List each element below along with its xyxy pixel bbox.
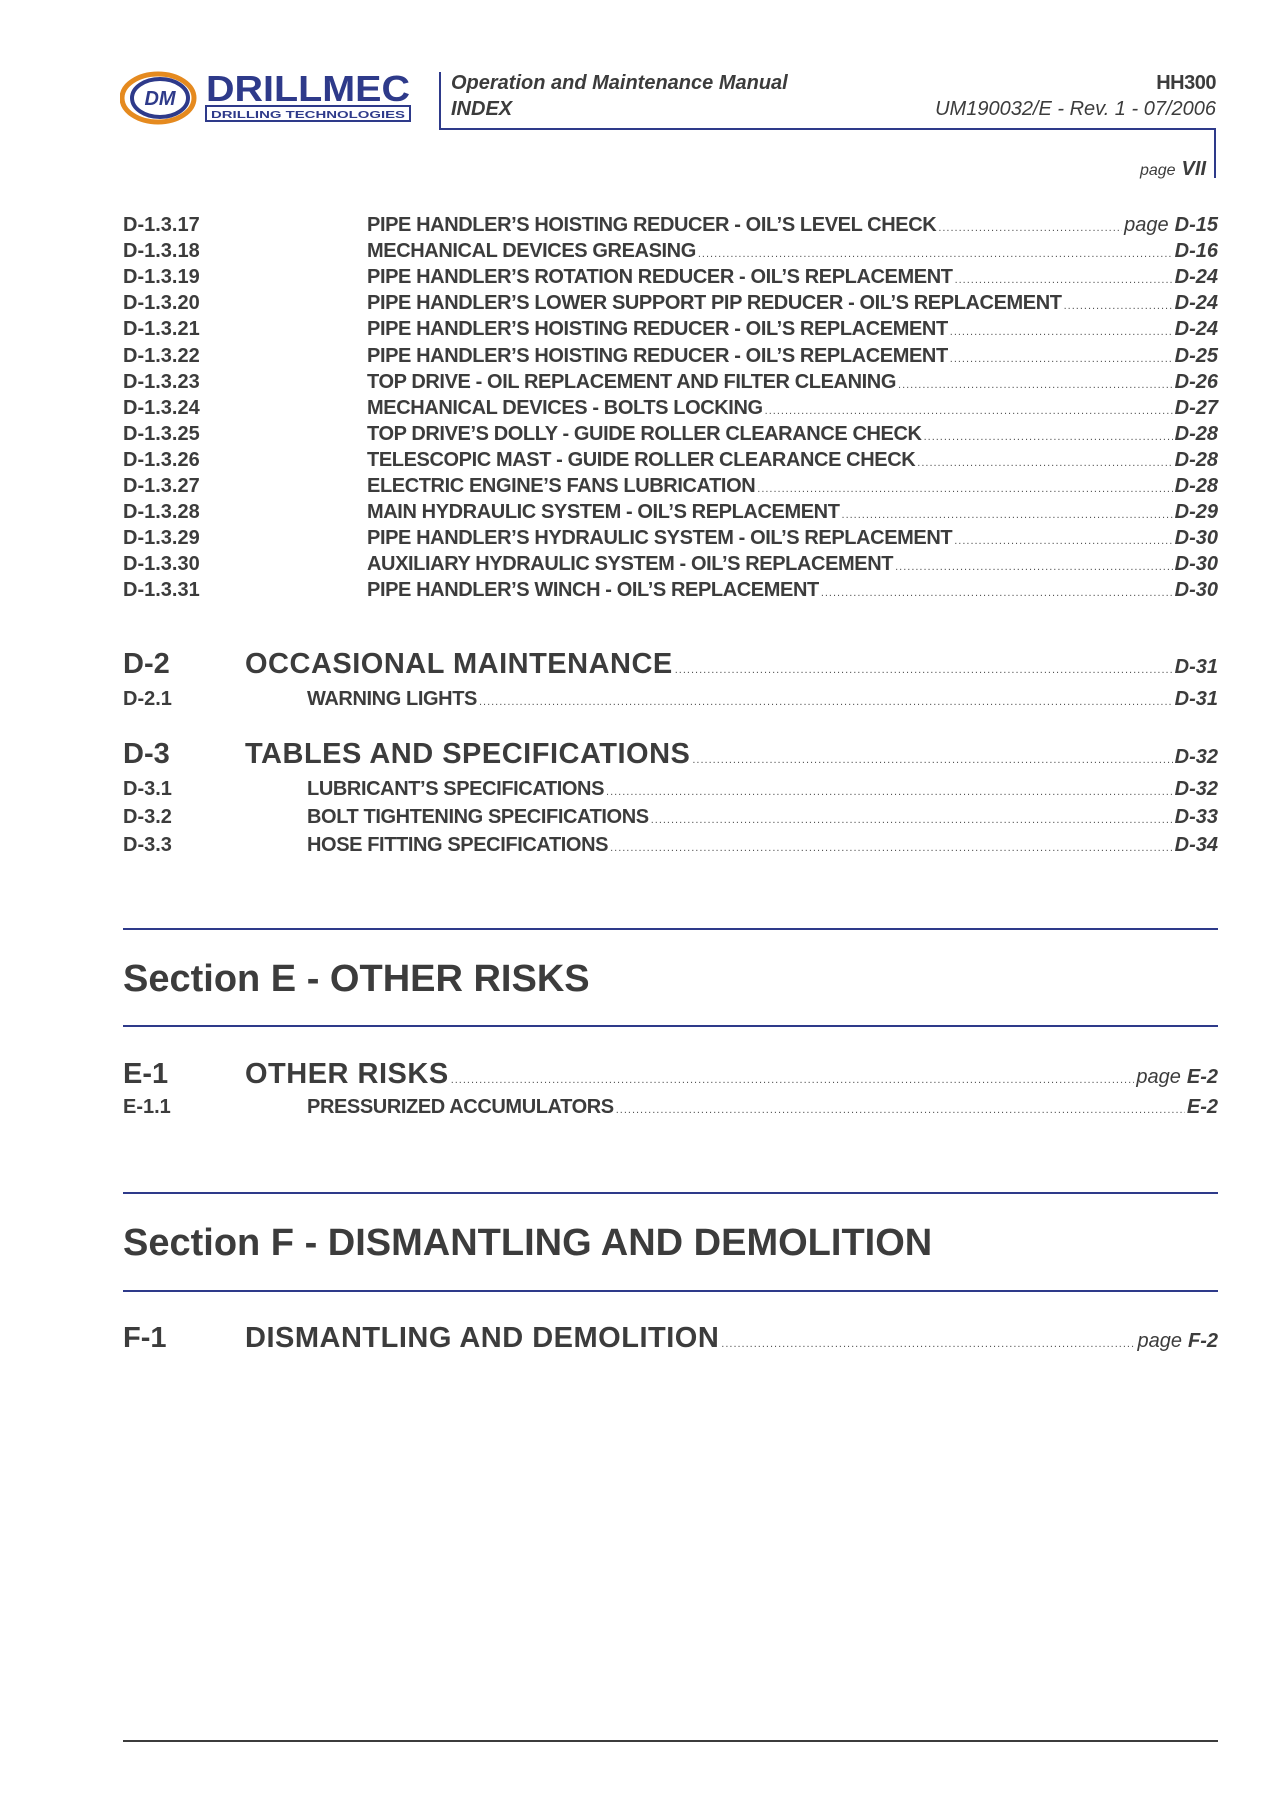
toc-title: MECHANICAL DEVICES - BOLTS LOCKING	[367, 396, 763, 419]
toc-page: D-32	[1174, 746, 1218, 768]
toc-entry[interactable]	[123, 553, 1218, 579]
model-code: HH300	[1156, 72, 1216, 94]
toc-chapter-d2[interactable]	[123, 648, 1218, 684]
toc-page-value: E-2	[1186, 1066, 1218, 1088]
toc-page-prefix: page	[1124, 214, 1169, 236]
document-reference: UM190032/E - Rev. 1 - 07/2006	[935, 98, 1216, 120]
section-f-rule-bottom	[123, 1290, 1218, 1292]
toc-entry[interactable]	[123, 240, 1218, 266]
toc-entry[interactable]	[123, 318, 1218, 344]
toc-page-value: D-29	[1174, 501, 1218, 524]
toc-number: D-1.3.31	[123, 579, 200, 602]
toc-leader-dots	[938, 222, 1122, 234]
toc-number: D-1.3.28	[123, 501, 200, 524]
manual-subtitle: INDEX	[451, 98, 513, 120]
toc-leader-dots	[917, 457, 1172, 469]
toc-entry[interactable]	[123, 423, 1218, 449]
toc-page	[1187, 1096, 1218, 1119]
toc-number: D-3.2	[123, 806, 172, 828]
toc-page-value: D-30	[1174, 527, 1218, 550]
toc-number: D-3.3	[123, 834, 172, 856]
toc-leader-dots	[765, 405, 1173, 417]
toc-page	[1175, 397, 1218, 420]
toc-entry[interactable]	[123, 214, 1218, 240]
toc-page	[1175, 579, 1218, 602]
toc-entry[interactable]	[123, 834, 1218, 860]
header-rule-horizontal	[439, 128, 1216, 130]
toc-title: OCCASIONAL MAINTENANCE	[245, 648, 673, 680]
toc-number: D-2	[123, 648, 170, 680]
toc-page-value: D-27	[1174, 396, 1218, 419]
footer-rule	[123, 1740, 1218, 1742]
toc-number: E-1	[123, 1058, 169, 1090]
toc-page	[1136, 1066, 1218, 1089]
toc-page-value: D-31	[1174, 688, 1218, 710]
toc-number: D-1.3.18	[123, 240, 200, 263]
toc-leader-dots	[651, 814, 1173, 826]
toc-number: D-1.3.27	[123, 475, 200, 497]
toc-entry[interactable]	[123, 527, 1218, 553]
toc-number: D-1.3.21	[123, 318, 200, 341]
toc-entry[interactable]	[123, 778, 1218, 804]
toc-page	[1175, 292, 1218, 315]
toc-entry[interactable]	[123, 1096, 1218, 1122]
toc-title: OTHER RISKS	[245, 1058, 449, 1090]
toc-leader-dots	[606, 786, 1173, 798]
page-number	[1140, 158, 1206, 181]
toc-page	[1175, 475, 1218, 498]
toc-page	[1175, 371, 1218, 394]
toc-title: PIPE HANDLER’S HOISTING REDUCER - OIL’S REPLACEMENT	[367, 344, 948, 367]
toc-leader-dots	[895, 561, 1173, 573]
toc-page	[1124, 214, 1218, 237]
toc-leader-dots	[954, 535, 1172, 547]
logo-mark: DM	[144, 88, 176, 110]
toc-entry[interactable]	[123, 688, 1218, 714]
toc-entry[interactable]	[123, 806, 1218, 832]
header-rule-vertical	[439, 72, 441, 130]
toc-page-value: F-2	[1188, 1330, 1218, 1352]
section-f-title: Section F - DISMANTLING AND DEMOLITION	[123, 1222, 933, 1264]
toc-title: LUBRICANT’S SPECIFICATIONS	[307, 778, 605, 800]
toc-leader-dots	[698, 248, 1173, 260]
toc-number: D-1.3.19	[123, 266, 200, 289]
toc-title: TABLES AND SPECIFICATIONS	[245, 738, 691, 770]
toc-page	[1175, 778, 1218, 801]
toc-page-value: D-28	[1174, 475, 1218, 497]
toc-title: TELESCOPIC MAST - GUIDE ROLLER CLEARANCE CHECK	[367, 448, 916, 471]
toc-page	[1175, 423, 1218, 446]
toc-page	[1175, 240, 1218, 263]
toc-leader-dots	[675, 664, 1173, 676]
toc-title: TOP DRIVE - OIL REPLACEMENT AND FILTER CLEANING	[367, 370, 897, 393]
toc-page-prefix: page	[1136, 1066, 1181, 1088]
toc-leader-dots	[950, 326, 1173, 338]
header-rule-right	[1214, 128, 1216, 178]
toc-number: D-1.3.17	[123, 214, 200, 236]
toc-entry[interactable]	[123, 345, 1218, 371]
toc-page-value: D-24	[1174, 292, 1218, 315]
toc-page-value: D-24	[1174, 318, 1218, 341]
toc-title: PIPE HANDLER’S LOWER SUPPORT PIP REDUCER - OIL’S REPLACEMENT	[367, 292, 1062, 315]
page-number-value: VII	[1181, 158, 1206, 180]
toc-page-value: D-30	[1174, 579, 1218, 602]
toc-title: DISMANTLING AND DEMOLITION	[245, 1322, 720, 1354]
section-e-rule-top	[123, 928, 1218, 930]
toc-title: PIPE HANDLER’S WINCH - OIL’S REPLACEMENT	[367, 579, 819, 602]
toc-page	[1175, 501, 1218, 524]
toc-page-value: D-26	[1174, 370, 1218, 393]
toc-title: ELECTRIC ENGINE’S FANS LUBRICATION	[367, 475, 756, 497]
toc-title: BOLT TIGHTENING SPECIFICATIONS	[307, 806, 649, 828]
toc-page	[1138, 1330, 1219, 1353]
toc-title: MAIN HYDRAULIC SYSTEM - OIL’S REPLACEMENT	[367, 501, 840, 524]
toc-number: D-1.3.23	[123, 370, 200, 393]
toc-number: D-1.3.30	[123, 553, 200, 576]
toc-leader-dots	[692, 754, 1172, 766]
toc-number: D-1.3.22	[123, 344, 200, 367]
toc-number: D-1.3.26	[123, 448, 200, 471]
toc-leader-dots	[821, 587, 1173, 599]
toc-leader-dots	[898, 379, 1173, 391]
toc-leader-dots	[955, 274, 1173, 286]
toc-leader-dots	[1064, 300, 1173, 312]
toc-entry[interactable]	[123, 475, 1218, 501]
toc-entry[interactable]	[123, 397, 1218, 423]
toc-page-value: D-32	[1174, 778, 1218, 800]
toc-title: PRESSURIZED ACCUMULATORS	[307, 1096, 614, 1118]
toc-number: E-1.1	[123, 1096, 171, 1118]
toc-number: D-1.3.29	[123, 527, 200, 550]
toc-page-value: D-25	[1174, 344, 1218, 367]
toc-leader-dots	[842, 509, 1173, 521]
toc-entry[interactable]	[123, 579, 1218, 605]
toc-page-value: D-16	[1174, 240, 1218, 263]
toc-number: D-1.3.20	[123, 292, 200, 315]
toc-number: D-3	[123, 738, 170, 770]
manual-title: Operation and Maintenance Manual	[451, 72, 788, 94]
toc-leader-dots	[479, 696, 1173, 708]
toc-title: PIPE HANDLER’S HOISTING REDUCER - OIL’S REPLACEMENT	[367, 318, 948, 341]
toc-page: D-31	[1174, 656, 1218, 678]
toc-leader-dots	[451, 1074, 1135, 1086]
toc-page-value: D-24	[1174, 266, 1218, 289]
toc-leader-dots	[616, 1104, 1185, 1116]
toc-number: D-3.1	[123, 778, 172, 800]
toc-page	[1175, 553, 1218, 576]
toc-title: PIPE HANDLER’S ROTATION REDUCER - OIL’S REPLACEMENT	[367, 266, 953, 289]
toc-page-value: D-28	[1174, 448, 1218, 471]
toc-entry[interactable]	[123, 501, 1218, 527]
toc-title: PIPE HANDLER’S HOISTING REDUCER - OIL’S LEVEL CHECK	[367, 214, 937, 236]
toc-page	[1175, 449, 1218, 472]
toc-page	[1175, 527, 1218, 550]
toc-page	[1175, 834, 1218, 857]
toc-title: PIPE HANDLER’S HYDRAULIC SYSTEM - OIL’S REPLACEMENT	[367, 527, 953, 550]
toc-leader-dots	[757, 483, 1172, 495]
toc-leader-dots	[950, 353, 1173, 365]
toc-number: D-2.1	[123, 688, 172, 710]
toc-number: D-1.3.24	[123, 396, 200, 419]
toc-title: WARNING LIGHTS	[307, 688, 477, 710]
page-prefix: page	[1139, 162, 1176, 179]
toc-chapter-e1[interactable]	[123, 1058, 1218, 1094]
toc-number: D-1.3.25	[123, 422, 200, 445]
toc-entry[interactable]	[123, 266, 1218, 292]
toc-page-value: D-28	[1174, 422, 1218, 445]
toc-page-prefix: page	[1137, 1330, 1182, 1352]
toc-entry[interactable]	[123, 292, 1218, 318]
logo-brand: DRILLMEC	[206, 68, 410, 109]
logo-tagline: DRILLING TECHNOLOGIES	[211, 109, 405, 121]
toc-number: F-1	[123, 1322, 167, 1354]
toc-title: MECHANICAL DEVICES GREASING	[367, 240, 696, 263]
toc-entry[interactable]	[123, 371, 1218, 397]
toc-leader-dots	[610, 842, 1173, 854]
toc-chapter-d3[interactable]	[123, 738, 1218, 774]
toc-leader-dots	[924, 431, 1173, 443]
toc-entry[interactable]	[123, 449, 1218, 475]
section-e-rule-bottom	[123, 1025, 1218, 1027]
toc-page	[1175, 266, 1218, 289]
drillmec-logo	[120, 68, 420, 128]
toc-page	[1175, 318, 1218, 341]
toc-leader-dots	[721, 1338, 1135, 1350]
section-f-rule-top	[123, 1192, 1218, 1194]
toc-page-value: E-2	[1186, 1096, 1218, 1118]
toc-page	[1175, 688, 1218, 711]
toc-chapter-f1[interactable]	[123, 1322, 1218, 1358]
toc-title: HOSE FITTING SPECIFICATIONS	[307, 834, 609, 856]
toc-title: TOP DRIVE’S DOLLY - GUIDE ROLLER CLEARANCE CHECK	[367, 422, 922, 445]
toc-page	[1175, 345, 1218, 368]
toc-page-value: D-33	[1174, 806, 1218, 828]
toc-title: AUXILIARY HYDRAULIC SYSTEM - OIL’S REPLACEMENT	[367, 553, 894, 576]
toc-page-value: D-30	[1174, 553, 1218, 576]
section-e-title: Section E - OTHER RISKS	[123, 958, 590, 1000]
toc-page-value: D-15	[1174, 214, 1218, 236]
toc-page	[1175, 806, 1218, 829]
toc-page-value: D-34	[1174, 834, 1218, 856]
